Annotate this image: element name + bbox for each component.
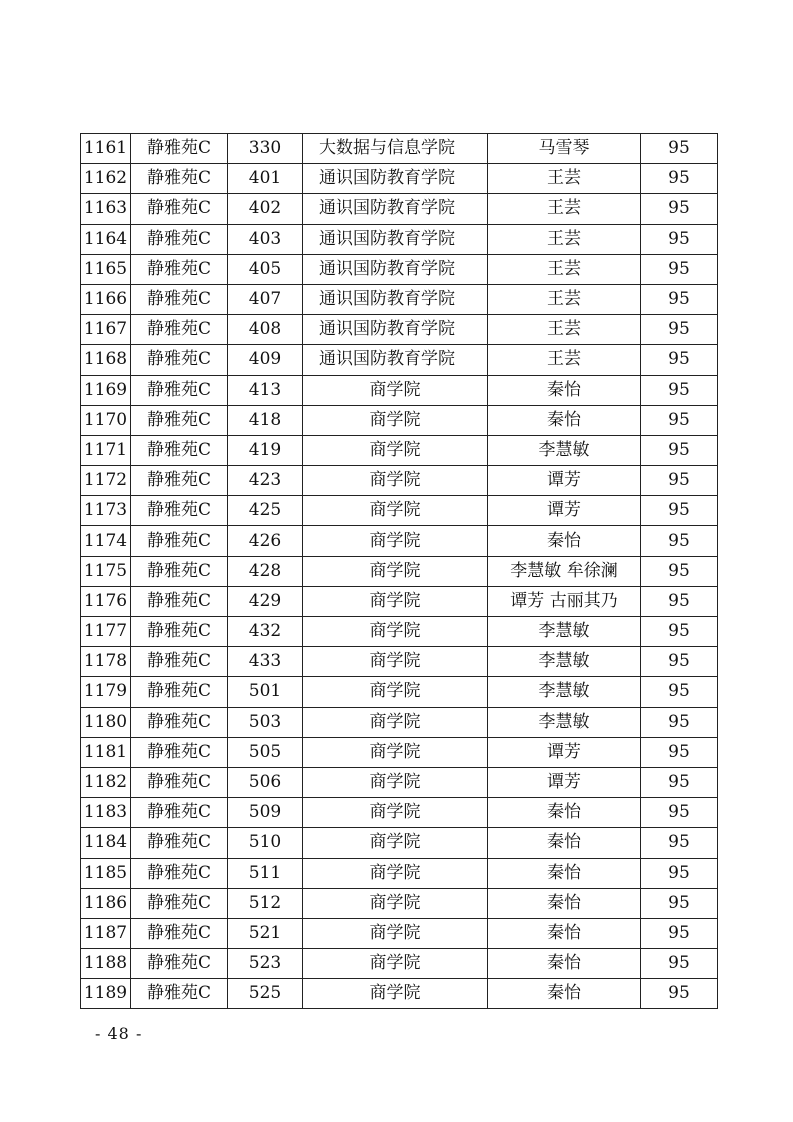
cell-number: 1168 (81, 345, 131, 375)
cell-score: 95 (641, 918, 718, 948)
cell-number: 1174 (81, 526, 131, 556)
cell-staff: 谭芳 (488, 496, 641, 526)
table-row (81, 496, 718, 526)
cell-building: 静雅苑C (131, 164, 228, 194)
cell-room: 501 (228, 677, 303, 707)
cell-staff: 王芸 (488, 194, 641, 224)
cell-number: 1171 (81, 435, 131, 465)
cell-college: 商学院 (303, 647, 488, 677)
cell-room: 402 (228, 194, 303, 224)
table-row (81, 586, 718, 616)
cell-number: 1186 (81, 888, 131, 918)
cell-score: 95 (641, 224, 718, 254)
cell-college: 大数据与信息学院 (303, 134, 488, 164)
cell-college: 商学院 (303, 918, 488, 948)
cell-score: 95 (641, 345, 718, 375)
cell-college: 商学院 (303, 586, 488, 616)
cell-college: 通识国防教育学院 (303, 345, 488, 375)
cell-room: 429 (228, 586, 303, 616)
cell-room: 509 (228, 798, 303, 828)
table-row (81, 677, 718, 707)
cell-score: 95 (641, 798, 718, 828)
cell-number: 1176 (81, 586, 131, 616)
cell-college: 通识国防教育学院 (303, 164, 488, 194)
cell-score: 95 (641, 707, 718, 737)
table-row (81, 979, 718, 1009)
cell-college: 商学院 (303, 617, 488, 647)
cell-score: 95 (641, 466, 718, 496)
cell-college: 商学院 (303, 767, 488, 797)
cell-number: 1162 (81, 164, 131, 194)
cell-number: 1166 (81, 284, 131, 314)
cell-staff: 谭芳 (488, 767, 641, 797)
cell-number: 1182 (81, 767, 131, 797)
cell-number: 1185 (81, 858, 131, 888)
table-row (81, 888, 718, 918)
cell-building: 静雅苑C (131, 134, 228, 164)
cell-building: 静雅苑C (131, 405, 228, 435)
table-row (81, 737, 718, 767)
cell-building: 静雅苑C (131, 254, 228, 284)
cell-college: 通识国防教育学院 (303, 315, 488, 345)
cell-room: 506 (228, 767, 303, 797)
cell-score: 95 (641, 164, 718, 194)
cell-building: 静雅苑C (131, 466, 228, 496)
table-row (81, 254, 718, 284)
cell-college: 商学院 (303, 526, 488, 556)
cell-number: 1173 (81, 496, 131, 526)
cell-score: 95 (641, 647, 718, 677)
cell-score: 95 (641, 586, 718, 616)
cell-room: 407 (228, 284, 303, 314)
cell-staff: 秦怡 (488, 979, 641, 1009)
cell-staff: 王芸 (488, 284, 641, 314)
cell-college: 商学院 (303, 375, 488, 405)
table-row (81, 828, 718, 858)
cell-score: 95 (641, 828, 718, 858)
cell-building: 静雅苑C (131, 828, 228, 858)
cell-score: 95 (641, 767, 718, 797)
cell-building: 静雅苑C (131, 284, 228, 314)
cell-score: 95 (641, 134, 718, 164)
cell-room: 510 (228, 828, 303, 858)
table-row (81, 617, 718, 647)
cell-college: 通识国防教育学院 (303, 284, 488, 314)
cell-room: 408 (228, 315, 303, 345)
table-row (81, 345, 718, 375)
cell-staff: 王芸 (488, 164, 641, 194)
cell-building: 静雅苑C (131, 224, 228, 254)
cell-building: 静雅苑C (131, 888, 228, 918)
cell-score: 95 (641, 858, 718, 888)
cell-room: 403 (228, 224, 303, 254)
cell-number: 1165 (81, 254, 131, 284)
cell-building: 静雅苑C (131, 677, 228, 707)
cell-number: 1164 (81, 224, 131, 254)
cell-staff: 秦怡 (488, 375, 641, 405)
cell-staff: 李慧敏 (488, 617, 641, 647)
cell-building: 静雅苑C (131, 798, 228, 828)
cell-score: 95 (641, 617, 718, 647)
table-body (81, 134, 718, 1009)
cell-staff: 秦怡 (488, 828, 641, 858)
cell-room: 405 (228, 254, 303, 284)
cell-building: 静雅苑C (131, 556, 228, 586)
cell-building: 静雅苑C (131, 345, 228, 375)
cell-staff: 马雪琴 (488, 134, 641, 164)
cell-building: 静雅苑C (131, 315, 228, 345)
cell-building: 静雅苑C (131, 707, 228, 737)
table-row (81, 315, 718, 345)
table-row (81, 767, 718, 797)
cell-building: 静雅苑C (131, 979, 228, 1009)
cell-staff: 秦怡 (488, 888, 641, 918)
cell-staff: 王芸 (488, 254, 641, 284)
cell-staff: 李慧敏 (488, 677, 641, 707)
cell-room: 512 (228, 888, 303, 918)
cell-college: 商学院 (303, 435, 488, 465)
table-row (81, 918, 718, 948)
table-row (81, 405, 718, 435)
table-row (81, 798, 718, 828)
cell-number: 1167 (81, 315, 131, 345)
cell-staff: 秦怡 (488, 405, 641, 435)
cell-score: 95 (641, 435, 718, 465)
cell-score: 95 (641, 737, 718, 767)
cell-staff: 李慧敏 (488, 647, 641, 677)
cell-number: 1187 (81, 918, 131, 948)
cell-room: 521 (228, 918, 303, 948)
cell-room: 401 (228, 164, 303, 194)
table-row (81, 164, 718, 194)
table-row (81, 375, 718, 405)
cell-score: 95 (641, 888, 718, 918)
page-number: - 48 - (95, 1024, 143, 1043)
cell-room: 425 (228, 496, 303, 526)
table-row (81, 707, 718, 737)
cell-college: 商学院 (303, 405, 488, 435)
table-row (81, 134, 718, 164)
cell-staff: 王芸 (488, 224, 641, 254)
table-row (81, 284, 718, 314)
table-row (81, 466, 718, 496)
cell-building: 静雅苑C (131, 617, 228, 647)
cell-room: 432 (228, 617, 303, 647)
cell-staff: 秦怡 (488, 918, 641, 948)
cell-room: 426 (228, 526, 303, 556)
cell-number: 1180 (81, 707, 131, 737)
cell-building: 静雅苑C (131, 858, 228, 888)
cell-number: 1178 (81, 647, 131, 677)
cell-number: 1163 (81, 194, 131, 224)
table-row (81, 858, 718, 888)
cell-staff: 谭芳 (488, 466, 641, 496)
cell-number: 1172 (81, 466, 131, 496)
cell-college: 通识国防教育学院 (303, 194, 488, 224)
table-row (81, 949, 718, 979)
cell-building: 静雅苑C (131, 918, 228, 948)
cell-score: 95 (641, 405, 718, 435)
cell-building: 静雅苑C (131, 526, 228, 556)
cell-number: 1183 (81, 798, 131, 828)
table-row (81, 647, 718, 677)
cell-staff: 秦怡 (488, 798, 641, 828)
cell-score: 95 (641, 194, 718, 224)
cell-room: 409 (228, 345, 303, 375)
cell-score: 95 (641, 979, 718, 1009)
cell-number: 1189 (81, 979, 131, 1009)
cell-score: 95 (641, 677, 718, 707)
cell-room: 503 (228, 707, 303, 737)
cell-room: 419 (228, 435, 303, 465)
table-row (81, 526, 718, 556)
cell-college: 商学院 (303, 707, 488, 737)
table-row (81, 435, 718, 465)
cell-college: 商学院 (303, 496, 488, 526)
cell-score: 95 (641, 949, 718, 979)
cell-room: 428 (228, 556, 303, 586)
cell-building: 静雅苑C (131, 949, 228, 979)
table-row (81, 194, 718, 224)
cell-college: 商学院 (303, 466, 488, 496)
cell-room: 525 (228, 979, 303, 1009)
cell-score: 95 (641, 315, 718, 345)
cell-score: 95 (641, 526, 718, 556)
cell-score: 95 (641, 254, 718, 284)
cell-college: 商学院 (303, 949, 488, 979)
cell-score: 95 (641, 284, 718, 314)
cell-room: 423 (228, 466, 303, 496)
cell-college: 商学院 (303, 828, 488, 858)
cell-room: 505 (228, 737, 303, 767)
cell-staff: 谭芳 (488, 737, 641, 767)
cell-room: 523 (228, 949, 303, 979)
cell-building: 静雅苑C (131, 375, 228, 405)
cell-number: 1188 (81, 949, 131, 979)
cell-number: 1169 (81, 375, 131, 405)
cell-room: 511 (228, 858, 303, 888)
cell-building: 静雅苑C (131, 737, 228, 767)
cell-staff: 李慧敏 (488, 435, 641, 465)
table-row (81, 224, 718, 254)
dormitory-score-table (80, 133, 718, 1009)
cell-score: 95 (641, 375, 718, 405)
cell-room: 418 (228, 405, 303, 435)
cell-staff: 李慧敏 牟徐澜 (488, 556, 641, 586)
cell-staff: 王芸 (488, 345, 641, 375)
cell-room: 330 (228, 134, 303, 164)
cell-college: 商学院 (303, 677, 488, 707)
cell-room: 413 (228, 375, 303, 405)
cell-building: 静雅苑C (131, 586, 228, 616)
cell-number: 1179 (81, 677, 131, 707)
cell-staff: 秦怡 (488, 949, 641, 979)
cell-number: 1184 (81, 828, 131, 858)
cell-college: 通识国防教育学院 (303, 224, 488, 254)
cell-college: 商学院 (303, 888, 488, 918)
cell-college: 商学院 (303, 737, 488, 767)
cell-score: 95 (641, 556, 718, 586)
cell-college: 商学院 (303, 556, 488, 586)
cell-staff: 秦怡 (488, 858, 641, 888)
cell-number: 1177 (81, 617, 131, 647)
cell-room: 433 (228, 647, 303, 677)
cell-college: 商学院 (303, 798, 488, 828)
table-row (81, 556, 718, 586)
cell-building: 静雅苑C (131, 647, 228, 677)
cell-building: 静雅苑C (131, 496, 228, 526)
cell-staff: 王芸 (488, 315, 641, 345)
cell-college: 商学院 (303, 979, 488, 1009)
cell-number: 1161 (81, 134, 131, 164)
cell-staff: 李慧敏 (488, 707, 641, 737)
cell-score: 95 (641, 496, 718, 526)
cell-number: 1170 (81, 405, 131, 435)
cell-building: 静雅苑C (131, 435, 228, 465)
cell-number: 1181 (81, 737, 131, 767)
cell-building: 静雅苑C (131, 767, 228, 797)
cell-staff: 谭芳 古丽其乃 (488, 586, 641, 616)
cell-staff: 秦怡 (488, 526, 641, 556)
cell-college: 商学院 (303, 858, 488, 888)
cell-building: 静雅苑C (131, 194, 228, 224)
cell-college: 通识国防教育学院 (303, 254, 488, 284)
cell-number: 1175 (81, 556, 131, 586)
